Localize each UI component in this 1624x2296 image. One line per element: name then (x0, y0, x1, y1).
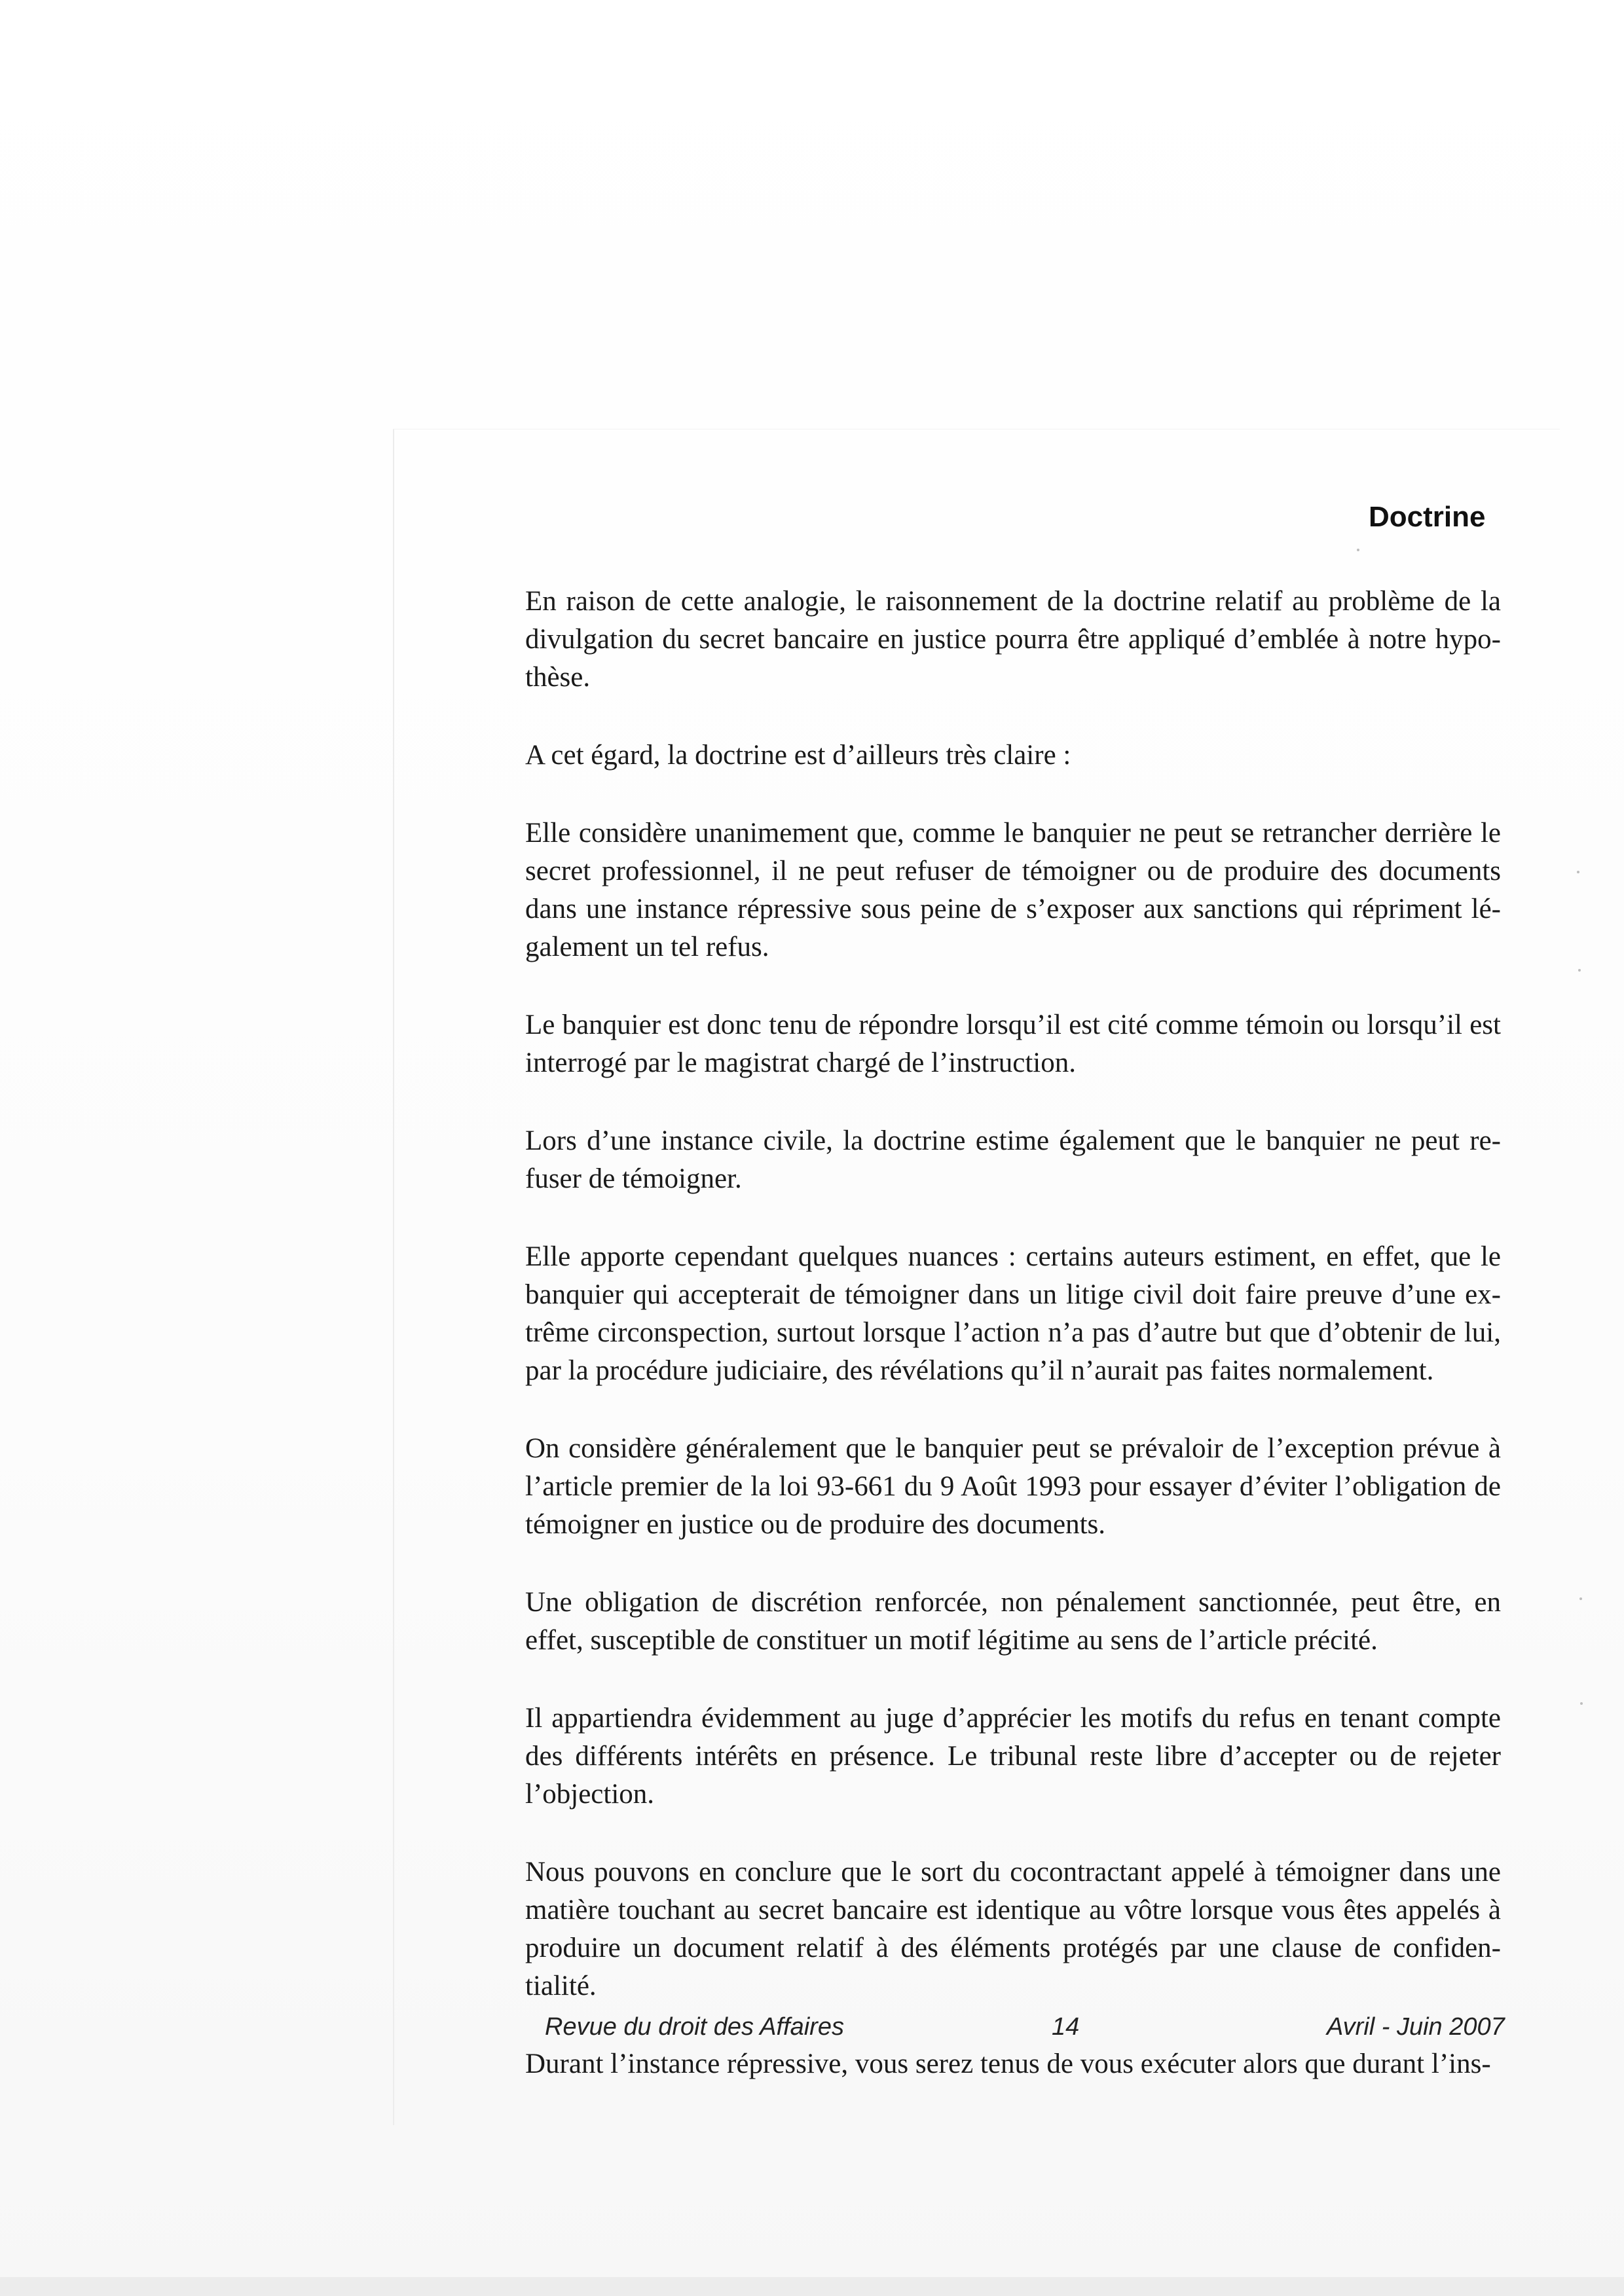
paragraph-6: Elle apporte cependant quelques nuances : certains auteurs estiment, en effet, que le banquier qui accepterait de témoigner dans un litige civil doit faire preuve d’une ex-trême circonspection, surtout lorsque l’action n’a pas d’autre but que d’obtenir de lui, par la procédure judiciaire, des révélations qu’il n’aurait pas faites normalement. (525, 1241, 1501, 1386)
footer-journal-title: Revue du droit des Affaires (545, 2013, 844, 2041)
scan-speck (1579, 1597, 1582, 1600)
footer-page-number: 14 (1052, 2013, 1080, 2041)
paragraph-5: Lors d’une instance civile, la doctrine estime également que le banquier ne peut re-fuser de témoigner. (525, 1125, 1501, 1194)
footer-date: Avril - Juin 2007 (1327, 2013, 1505, 2041)
scan-speck (1357, 549, 1359, 551)
paragraph-11: Durant l’instance répressive, vous serez tenus de vous exécuter alors que durant l’ins- (525, 2049, 1491, 2079)
scan-speck (1577, 871, 1579, 873)
paragraph-3: Elle considère unanimement que, comme le banquier ne peut se retrancher derrière le secret professionnel, il ne peut refuser de témoigner ou de produire des documents dans une instance répressive sous peine de s’exposer aux sanctions qui répriment lé-galement un tel refus. (525, 818, 1501, 962)
paragraph-7: On considère généralement que le banquier peut se prévaloir de l’exception prévue à l’article premier de la loi 93-661 du 9 Août 1993 pour essayer d’éviter l’obligation de témoigner en justice ou de produire des documents. (525, 1433, 1501, 1540)
scan-bottom-edge (0, 2277, 1624, 2296)
scan-speck (1578, 969, 1581, 972)
article-body (525, 583, 1501, 2123)
section-label: Doctrine (1369, 501, 1486, 533)
paragraph-8: Une obligation de discrétion renforcée, non pénalement sanctionnée, peut être, en effet, susceptible de constituer un motif légitime au sens de l’article précité. (525, 1587, 1501, 1656)
paragraph-4: Le banquier est donc tenu de répondre lorsqu’il est cité comme témoin ou lorsqu’il est interrogé par le magistrat chargé de l’instruction. (525, 1010, 1501, 1078)
scan-speck (1580, 1702, 1583, 1705)
paragraph-1: En raison de cette analogie, le raisonnement de la doctrine relatif au problème de la divulgation du secret bancaire en justice pourra être appliqué d’emblée à notre hypo-thèse. (525, 586, 1501, 693)
paragraph-10: Nous pouvons en conclure que le sort du cocontractant appelé à témoigner dans une matière touchant au secret bancaire est identique au vôtre lorsque vous êtes appelés à produire un document relatif à des éléments protégés par une clause de confiden-tialité. (525, 1857, 1501, 2001)
paragraph-9: Il appartiendra évidemment au juge d’apprécier les motifs du refus en tenant compte des différents intérêts en présence. Le tribunal reste libre d’accepter ou de rejeter l’objection. (525, 1703, 1501, 1810)
paragraph-2: A cet égard, la doctrine est d’ailleurs très claire : (525, 740, 1071, 771)
